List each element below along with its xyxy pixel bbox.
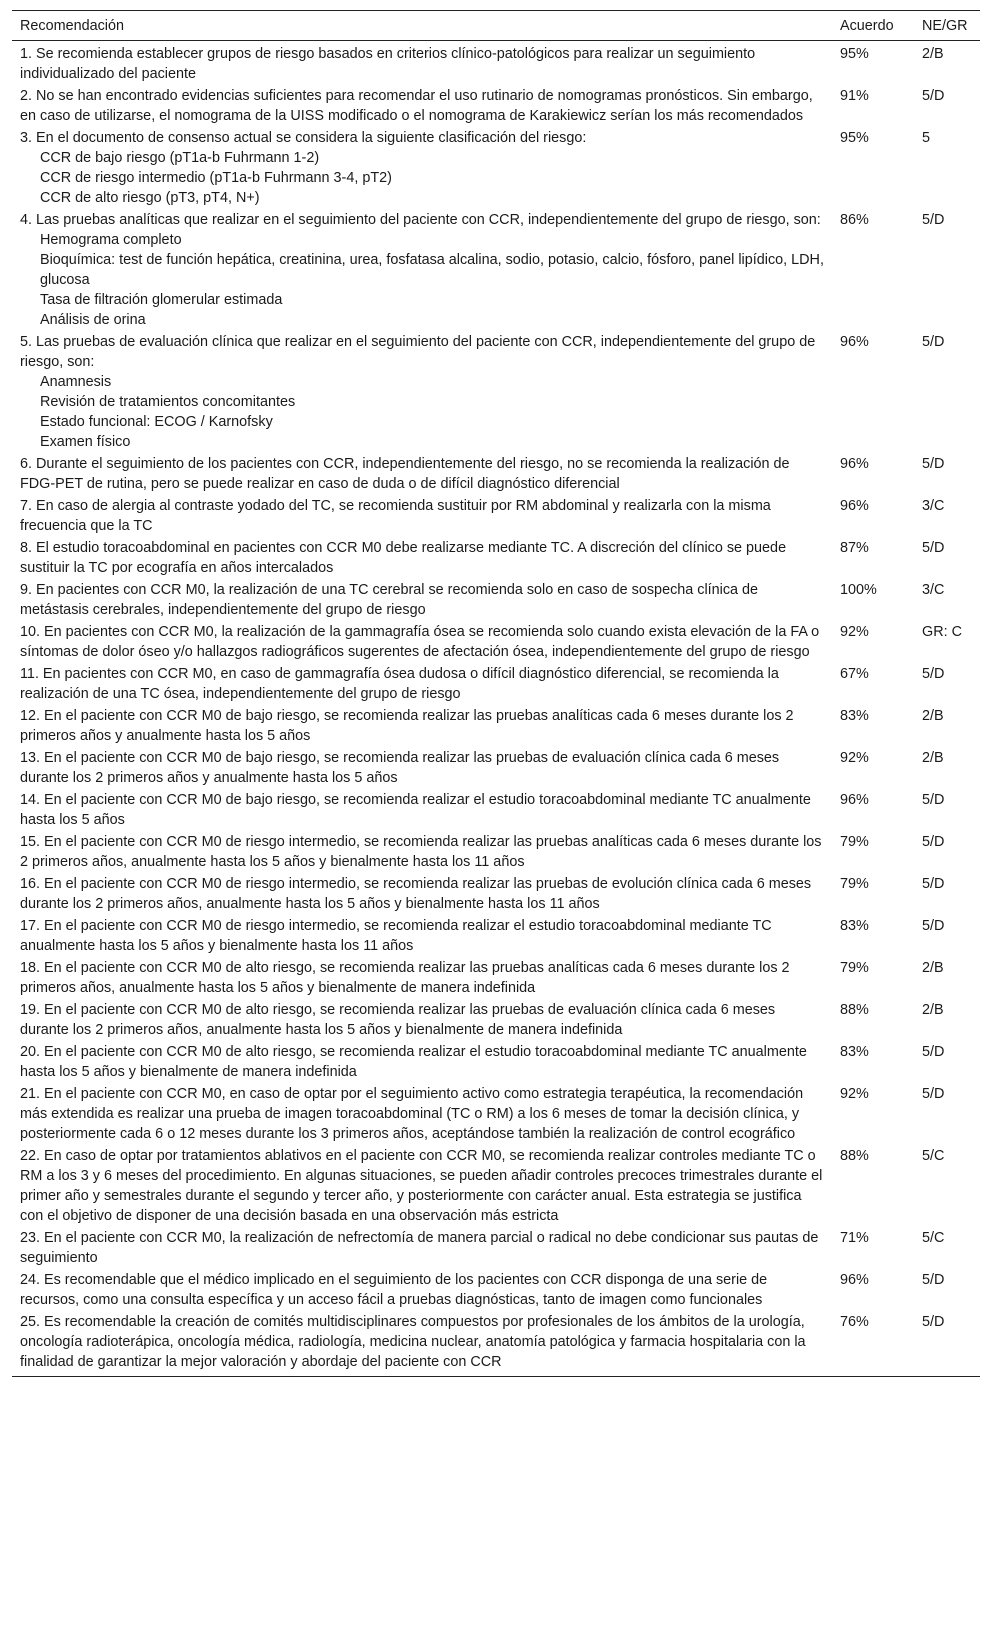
recommendation-text: 13. En el paciente con CCR M0 de bajo riesgo, se recomienda realizar las pruebas de evaluación clínica cada 6 meses durante los 2 primeros años y anualmente hasta los 5 años (20, 750, 780, 786)
agreement-cell: 79% (840, 960, 869, 976)
table-row (12, 209, 980, 331)
agreement-cell: 67% (840, 666, 869, 682)
table-row (12, 1083, 980, 1145)
level-cell: 5/D (922, 456, 945, 472)
recommendation-text: 25. Es recomendable la creación de comités multidisciplinares compuestos por profesionales de los ámbitos de la urología, oncología radioterápica, oncología médica, radiología, medicina nuclear, anatomía patológica y farmacia hospitalaria con la finalidad de garantizar la mejor valoración y abordaje del paciente con CCR (20, 1314, 806, 1370)
table-row (12, 1227, 980, 1269)
agreement-cell: 96% (840, 792, 869, 808)
recommendation-text: 7. En caso de alergia al contraste yodado del TC, se recomienda sustituir por RM abdominal y realizarla con la misma frecuencia que la TC (20, 498, 771, 534)
header-recommendation: Recomendación (12, 11, 832, 41)
recommendation-subitem: CCR de alto riesgo (pT3, pT4, N+) (40, 190, 260, 206)
agreement-cell: 96% (840, 456, 869, 472)
recommendation-text: 22. En caso de optar por tratamientos ablativos en el paciente con CCR M0, se recomienda realizar controles mediante TC o RM a los 3 y 6 meses del procedimiento. En algunas situaciones, se pueden añadir controles precoces trimestrales durante el primer año y semestrales durante el segundo y tercer año, y posteriormente con carácter anual. Esta estrategia se justifica con el objetivo de disponer de una decisión basada en una observación más estricta (20, 1148, 823, 1224)
recommendation-text: 6. Durante el seguimiento de los pacientes con CCR, independientemente del riesgo, no se recomienda la realización de FDG-PET de rutina, pero se puede realizar en caso de duda o de difícil diagnóstico diferencial (20, 456, 790, 492)
recommendation-subitem: Tasa de filtración glomerular estimada (40, 292, 283, 308)
level-cell: 2/B (922, 46, 944, 62)
agreement-cell: 83% (840, 708, 869, 724)
agreement-cell: 96% (840, 334, 869, 350)
agreement-cell: 91% (840, 88, 869, 104)
level-cell: 5/D (922, 1086, 945, 1102)
agreement-cell: 92% (840, 624, 869, 640)
recommendation-subitem: Bioquímica: test de función hepática, creatinina, urea, fosfatasa alcalina, sodio, potasio, calcio, fósforo, panel lipídico, LDH, glucosa (40, 252, 824, 288)
agreement-cell: 83% (840, 1044, 869, 1060)
table-row (12, 873, 980, 915)
recommendation-subitem: Hemograma completo (40, 232, 182, 248)
recommendation-text: 8. El estudio toracoabdominal en pacientes con CCR M0 debe realizarse mediante TC. A discreción del clínico se puede sustituir la TC por ecografía en años intercalados (20, 540, 787, 576)
recommendation-cell (12, 1145, 832, 1227)
recommendation-cell (12, 621, 832, 663)
level-cell: 5/D (922, 1044, 945, 1060)
recommendation-text: 4. Las pruebas analíticas que realizar en el seguimiento del paciente con CCR, independientemente del grupo de riesgo, son: (20, 212, 821, 228)
level-cell: 5 (922, 130, 931, 146)
level-cell: 3/C (922, 582, 945, 598)
recommendation-cell (12, 705, 832, 747)
table-row (12, 331, 980, 453)
table-row (12, 1145, 980, 1227)
recommendation-text: 10. En pacientes con CCR M0, la realización de la gammagrafía ósea se recomienda solo cuando exista elevación de la FA o síntomas de dolor óseo y/o hallazgos radiográficos sugerentes de afectación ósea, independientemente del grupo de riesgo (20, 624, 820, 660)
level-cell: 5/D (914, 1311, 980, 1377)
table-row (12, 127, 980, 209)
agreement-cell: 88% (840, 1002, 869, 1018)
recommendation-cell (12, 453, 832, 495)
table-row (12, 915, 980, 957)
level-cell: 5/D (922, 792, 945, 808)
recommendation-text: 18. En el paciente con CCR M0 de alto riesgo, se recomienda realizar las pruebas analíticas cada 6 meses durante los 2 primeros años, anualmente hasta los 5 años y bienalmente de manera indefinida (20, 960, 790, 996)
agreement-cell: 96% (840, 498, 869, 514)
agreement-cell: 100% (840, 582, 877, 598)
recommendation-subitem: Anamnesis (40, 374, 112, 390)
table-header (12, 11, 980, 41)
recommendation-text: 14. En el paciente con CCR M0 de bajo riesgo, se recomienda realizar el estudio toracoabdominal mediante TC anualmente hasta los 5 años (20, 792, 811, 828)
level-cell: 5/D (922, 334, 945, 350)
level-cell: 2/B (922, 960, 944, 976)
recommendation-cell (12, 537, 832, 579)
recommendation-cell (12, 663, 832, 705)
table-row (12, 705, 980, 747)
recommendation-cell (12, 579, 832, 621)
recommendation-subitem: CCR de bajo riesgo (pT1a-b Fuhrmann 1-2) (40, 150, 320, 166)
table-row (12, 579, 980, 621)
recommendation-cell (12, 85, 832, 127)
recommendation-text: 21. En el paciente con CCR M0, en caso de optar por el seguimiento activo como estrategia terapéutica, la recomendación más extendida es realizar una prueba de imagen toracoabdominal (TC o RM) a los 6 meses de tomar la decisión clínica, y posteriormente cada 6 o 12 meses durante los 3 primeros años, aceptándose también la realización de control ecográfico (20, 1086, 804, 1142)
table-row (12, 747, 980, 789)
agreement-cell: 92% (840, 750, 869, 766)
table-body (12, 41, 980, 1377)
recommendation-text: 11. En pacientes con CCR M0, en caso de gammagrafía ósea dudosa o difícil diagnóstico diferencial, se recomienda la realización de una TC ósea, independientemente del grupo de riesgo (20, 666, 779, 702)
agreement-cell: 86% (840, 212, 869, 228)
level-cell: 5/D (922, 834, 945, 850)
agreement-cell: 87% (840, 540, 869, 556)
table-row (12, 999, 980, 1041)
recommendation-text: 17. En el paciente con CCR M0 de riesgo intermedio, se recomienda realizar el estudio toracoabdominal mediante TC anualmente hasta los 5 años y bienalmente hasta los 11 años (20, 918, 772, 954)
level-cell: 5/D (922, 88, 945, 104)
header-level: NE/GR (914, 11, 980, 41)
recommendation-text: 3. En el documento de consenso actual se considera la siguiente clasificación del riesgo: (20, 130, 587, 146)
level-cell: 5/D (922, 876, 945, 892)
recommendation-cell (12, 1227, 832, 1269)
level-cell: 2/B (922, 708, 944, 724)
agreement-cell: 95% (840, 46, 869, 62)
recommendation-cell (12, 331, 832, 453)
recommendation-text: 24. Es recomendable que el médico implicado en el seguimiento de los pacientes con CCR disponga de una serie de recursos, como una consulta específica y un acceso fácil a pruebas diagnósticas, tanto de imagen como funcionales (20, 1272, 768, 1308)
agreement-cell: 95% (840, 130, 869, 146)
level-cell: 5/C (922, 1230, 945, 1246)
recommendation-text: 19. En el paciente con CCR M0 de alto riesgo, se recomienda realizar las pruebas de evaluación clínica cada 6 meses durante los 2 primeros años, anualmente hasta los 5 años y bienalmente de manera indefinida (20, 1002, 776, 1038)
agreement-cell: 71% (840, 1230, 869, 1246)
agreement-cell: 83% (840, 918, 869, 934)
agreement-cell: 79% (840, 834, 869, 850)
level-cell: 2/B (922, 1002, 944, 1018)
recommendation-subitem: Revisión de tratamientos concomitantes (40, 394, 296, 410)
header-agreement: Acuerdo (832, 11, 914, 41)
header-row (12, 11, 980, 41)
agreement-cell: 76% (832, 1311, 914, 1377)
recommendation-cell (12, 831, 832, 873)
table-row (12, 495, 980, 537)
recommendation-text: 9. En pacientes con CCR M0, la realización de una TC cerebral se recomienda solo en caso de sospecha clínica de metástasis cerebrales, independientemente del grupo de riesgo (20, 582, 759, 618)
recommendation-text: 5. Las pruebas de evaluación clínica que realizar en el seguimiento del paciente con CCR, independientemente del grupo de riesgo, son: (20, 334, 816, 370)
level-cell: 5/D (922, 918, 945, 934)
table-row (12, 1041, 980, 1083)
recommendation-cell (12, 127, 832, 209)
level-cell: 5/D (922, 666, 945, 682)
level-cell: 5/C (922, 1148, 945, 1164)
recommendation-text: 20. En el paciente con CCR M0 de alto riesgo, se recomienda realizar el estudio toracoabdominal mediante TC anualmente hasta los 5 años y bienalmente de manera indefinida (20, 1044, 807, 1080)
recommendation-cell (12, 873, 832, 915)
recommendation-cell (12, 1083, 832, 1145)
recommendations-table (12, 10, 980, 1377)
recommendation-cell (12, 41, 832, 86)
level-cell: 5/D (922, 540, 945, 556)
table-row (12, 453, 980, 495)
table-row (12, 1311, 980, 1377)
table-row (12, 789, 980, 831)
table-row (12, 957, 980, 999)
table-row (12, 663, 980, 705)
level-cell: 5/D (922, 1272, 945, 1288)
recommendation-text: 15. En el paciente con CCR M0 de riesgo intermedio, se recomienda realizar las pruebas analíticas cada 6 meses durante los 2 primeros años, anualmente hasta los 5 años y bienalmente hasta los 11 años (20, 834, 822, 870)
agreement-cell: 92% (840, 1086, 869, 1102)
level-cell: 3/C (922, 498, 945, 514)
recommendation-subitem: Examen físico (40, 434, 131, 450)
agreement-cell: 96% (840, 1272, 869, 1288)
recommendation-cell (12, 747, 832, 789)
recommendation-cell (12, 999, 832, 1041)
recommendation-cell (12, 1269, 832, 1311)
recommendation-subitem: Análisis de orina (40, 312, 146, 328)
recommendation-subitem: CCR de riesgo intermedio (pT1a-b Fuhrmann 3-4, pT2) (40, 170, 392, 186)
recommendation-cell (12, 1041, 832, 1083)
recommendation-cell (12, 209, 832, 331)
recommendation-cell (12, 957, 832, 999)
table-row (12, 621, 980, 663)
table-row (12, 537, 980, 579)
recommendation-cell (12, 789, 832, 831)
level-cell: 5/D (922, 212, 945, 228)
recommendation-text: 1. Se recomienda establecer grupos de riesgo basados en criterios clínico-patológicos para realizar un seguimiento individualizado del paciente (20, 46, 756, 82)
recommendation-subitem: Estado funcional: ECOG / Karnofsky (40, 414, 273, 430)
recommendation-text: 2. No se han encontrado evidencias suficientes para recomendar el uso rutinario de nomogramas pronósticos. Sin embargo, en caso de utilizarse, el nomograma de la UISS modificado o el nomograma de Karakiewicz serían los más recomendados (20, 88, 813, 124)
agreement-cell: 79% (840, 876, 869, 892)
recommendations-table-container (12, 10, 980, 1377)
recommendation-text: 16. En el paciente con CCR M0 de riesgo intermedio, se recomienda realizar las pruebas de evolución clínica cada 6 meses durante los 2 primeros años, anualmente hasta los 5 años y bienalmente hasta los 11 años (20, 876, 812, 912)
table-row (12, 831, 980, 873)
table-row (12, 41, 980, 86)
recommendation-cell (12, 1311, 832, 1377)
recommendation-cell (12, 495, 832, 537)
table-row (12, 1269, 980, 1311)
level-cell: GR: C (922, 624, 962, 640)
table-row (12, 85, 980, 127)
agreement-cell: 88% (840, 1148, 869, 1164)
recommendation-text: 23. En el paciente con CCR M0, la realización de nefrectomía de manera parcial o radical no debe condicionar sus pautas de seguimiento (20, 1230, 819, 1266)
recommendation-cell (12, 915, 832, 957)
level-cell: 2/B (922, 750, 944, 766)
recommendation-text: 12. En el paciente con CCR M0 de bajo riesgo, se recomienda realizar las pruebas analíticas cada 6 meses durante los 2 primeros años y anualmente hasta los 5 años (20, 708, 794, 744)
